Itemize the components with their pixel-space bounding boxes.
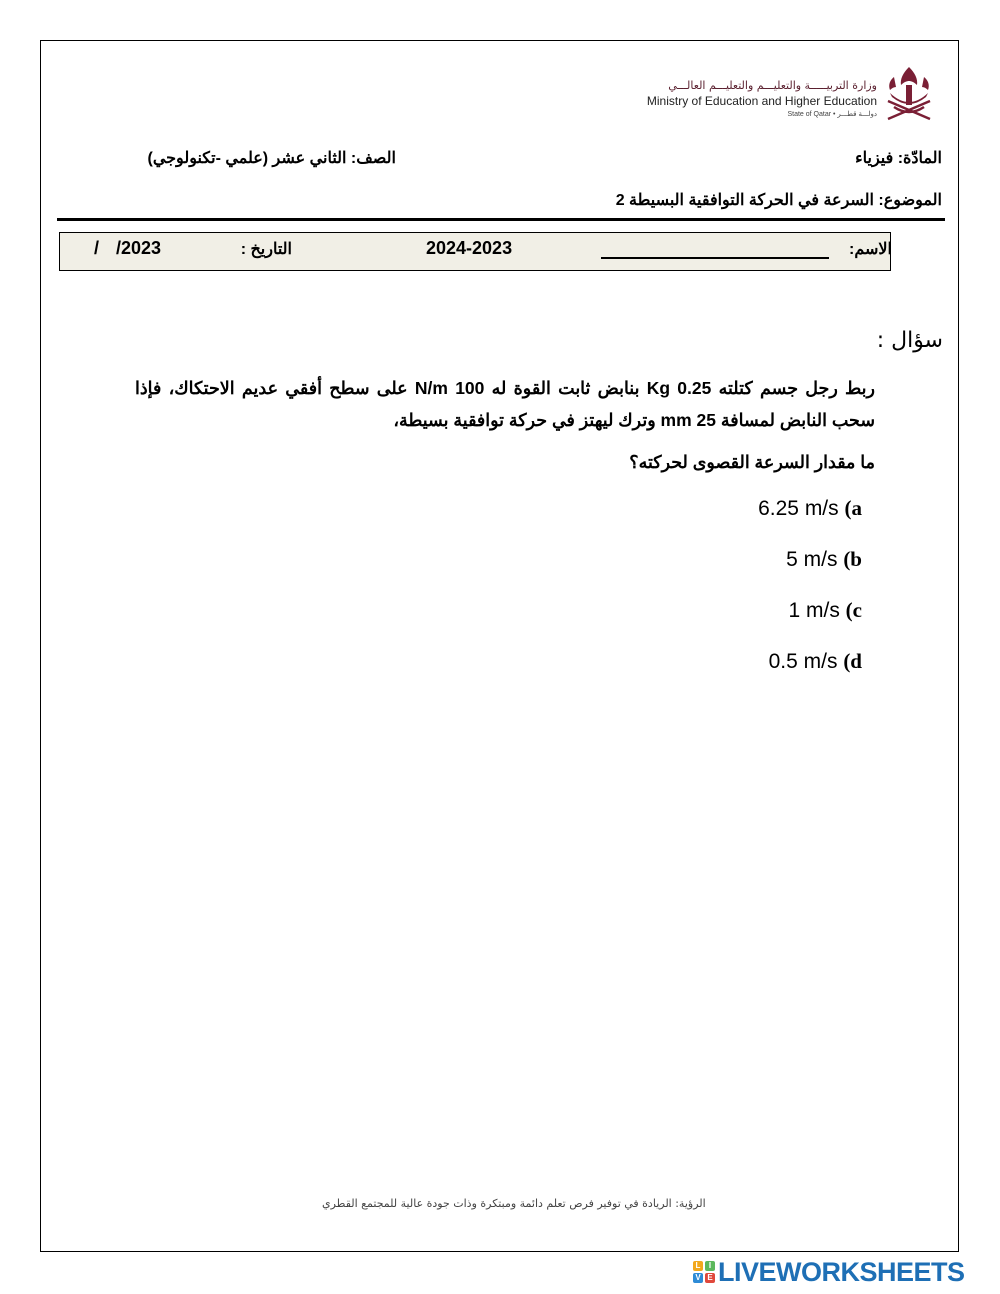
academic-year: 2024-2023: [426, 238, 513, 258]
question-ask: ما مقدار السرعة القصوى لحركته؟: [629, 452, 875, 472]
option-value: 5 m/s: [786, 548, 838, 571]
option-letter: (d: [843, 649, 862, 673]
grade-label: الصف: الثاني عشر (علمي -تكنولوجي): [147, 150, 396, 167]
question-label: سؤال :: [876, 328, 943, 353]
option-value: 1 m/s: [788, 599, 840, 622]
question-text: ربط رجل جسم كتلته 0.25 Kg بنابض ثابت القوة له 100 N/m على سطح أفقي عديم الاحتكاك، فإذا سحب النابض لمسافة 25 mm وترك ليهتز في حركة توافقية بسيطة،: [135, 378, 875, 430]
option-letter: (a: [844, 496, 862, 520]
topic-label: الموضوع: السرعة في الحركة التوافقية البسيطة 2: [615, 192, 942, 209]
ministry-name-arabic: وزارة التربيـــــة والتعليـــم والتعليـــم العالـــي: [668, 79, 877, 92]
state-of-qatar-line: State of Qatar • دولـــة قطـــر: [787, 111, 877, 118]
liveworksheets-logo[interactable]: [693, 1256, 965, 1288]
date-value: / /2023: [94, 238, 162, 258]
subject-label: المادّة: فيزياء: [855, 150, 942, 167]
ministry-name-english: Ministry of Education and Higher Education: [646, 94, 877, 108]
worksheet-page: [40, 40, 959, 1252]
option-value: 0.5 m/s: [768, 650, 838, 673]
grid-cell: I: [705, 1261, 715, 1271]
grid-cell: V: [693, 1273, 703, 1283]
option-d[interactable]: [769, 649, 862, 674]
option-c[interactable]: [788, 598, 862, 623]
header-divider: [57, 218, 945, 221]
grid-cell: E: [705, 1273, 715, 1283]
option-value: 6.25 m/s: [758, 497, 839, 520]
grid-cell: L: [693, 1261, 703, 1271]
option-b[interactable]: [786, 547, 862, 572]
name-input-line[interactable]: [601, 257, 829, 259]
liveworksheets-wordmark: LIVEWORKSHEETS: [718, 1256, 965, 1287]
vision-footer: الرؤية: الريادة في توفير فرص تعلم دائمة ومبتكرة وذات جودة عالية للمجتمع القطري: [322, 1197, 706, 1210]
name-label: الاسم:: [849, 241, 892, 258]
option-a[interactable]: [758, 496, 862, 521]
option-letter: (b: [843, 547, 862, 571]
liveworksheets-grid-icon: [693, 1261, 715, 1283]
date-label: التاريخ :: [240, 241, 292, 258]
option-letter: (c: [845, 598, 862, 622]
ministry-emblem-icon: [880, 63, 938, 125]
